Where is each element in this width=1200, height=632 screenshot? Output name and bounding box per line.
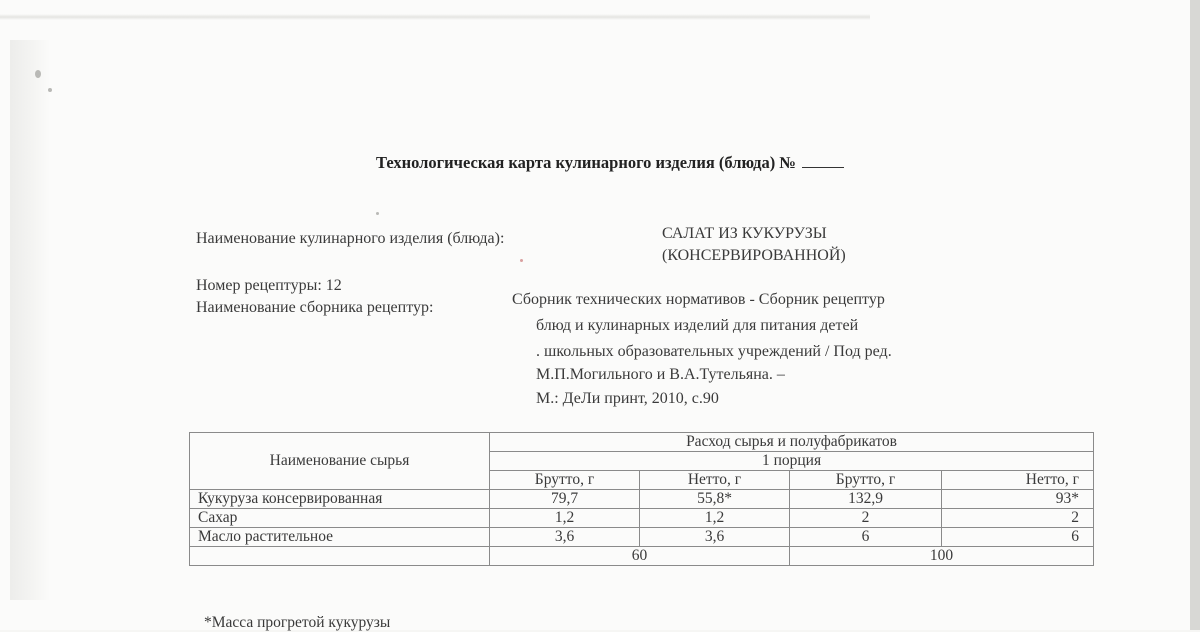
scan-artifact-right: [1190, 0, 1200, 630]
scan-speck: [376, 212, 379, 215]
document-title-text: Технологическая карта кулинарного изделия (блюда) №: [376, 153, 796, 172]
document-title: [376, 153, 844, 173]
value-cell: 6: [790, 528, 942, 547]
value-cell: 93*: [942, 490, 1094, 509]
value-cell: 132,9: [790, 490, 942, 509]
value-cell: 79,7: [490, 490, 640, 509]
value-cell: 55,8*: [640, 490, 790, 509]
table-row: [190, 509, 1094, 528]
collection-line-3: . школьных образовательных учреждений / Под ред.: [536, 343, 892, 360]
value-cell: 1,2: [490, 509, 640, 528]
scan-speck: [520, 259, 523, 262]
portion-header: 1 порция: [490, 452, 1094, 471]
value-cell: 2: [790, 509, 942, 528]
yield-value: 60: [490, 547, 790, 566]
table-header-row: [190, 433, 1094, 452]
table-row: [190, 490, 1094, 509]
dish-name-line2: (КОНСЕРВИРОВАННОЙ): [662, 247, 846, 264]
collection-line-2: блюд и кулинарных изделий для питания детей: [536, 317, 859, 334]
dish-name: [662, 223, 846, 267]
collection-line-4: М.П.Могильного и В.А.Тутельяна. –: [536, 366, 785, 383]
collection-label: Наименование сборника рецептур:: [196, 299, 434, 316]
scan-artifact-top: [0, 14, 870, 20]
ingredient-name: Кукуруза консервированная: [190, 490, 490, 509]
yield-row: [190, 547, 1094, 566]
value-cell: 3,6: [490, 528, 640, 547]
dish-label: Наименование кулинарного изделия (блюда):: [196, 230, 505, 247]
collection-line-5: М.: ДеЛи принт, 2010, с.90: [536, 390, 719, 407]
scan-artifact-left: [10, 40, 50, 600]
table-row: [190, 528, 1094, 547]
value-cell: 2: [942, 509, 1094, 528]
value-cell: 3,6: [640, 528, 790, 547]
scan-speck: [35, 70, 41, 78]
ingredient-name: Масло растительное: [190, 528, 490, 547]
dish-name-line1: САЛАТ ИЗ КУКУРУЗЫ: [662, 225, 827, 242]
sub-header: Брутто, г: [790, 471, 942, 490]
yield-value: 100: [790, 547, 1094, 566]
value-cell: 6: [942, 528, 1094, 547]
recipe-number: Номер рецептуры: 12: [196, 277, 342, 294]
ingredient-name: Сахар: [190, 509, 490, 528]
scan-speck: [48, 88, 52, 92]
sub-header: Нетто, г: [942, 471, 1094, 490]
ingredients-table: [189, 432, 1094, 566]
group-header: Расход сырья и полуфабрикатов: [490, 433, 1094, 452]
value-cell: 1,2: [640, 509, 790, 528]
col-name-header: Наименование сырья: [190, 433, 490, 490]
footnote: *Масса прогретой кукурузы: [204, 614, 391, 631]
collection-line-1: Сборник технических нормативов - Сборник рецептур: [512, 291, 885, 308]
sub-header: Нетто, г: [640, 471, 790, 490]
card-number-blank: [802, 155, 844, 168]
sub-header: Брутто, г: [490, 471, 640, 490]
yield-label-cell: [190, 547, 490, 566]
